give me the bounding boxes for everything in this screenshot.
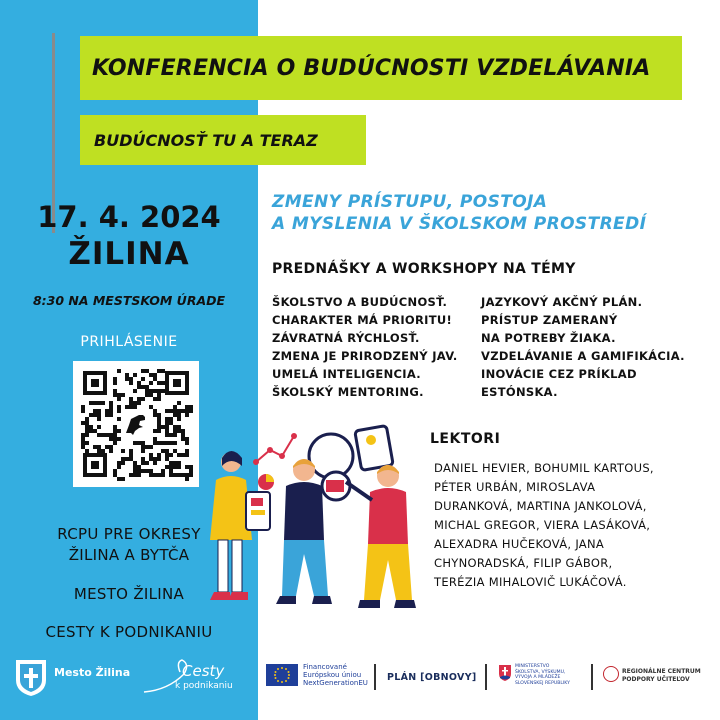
event-time-place: 8:30 NA MESTSKOM ÚRADE	[32, 293, 226, 308]
ministry-text-line: VÝVOJA A MLÁDEŽE	[515, 675, 561, 680]
registration-qr-code[interactable]	[73, 361, 199, 487]
ministry-text-line: MINISTERSTVO	[515, 664, 550, 669]
headline-line-1: ZMENY PRÍSTUPU, POSTOJA	[272, 192, 548, 212]
headline-line-2: A MYSLENIA V ŠKOLSKOM PROSTREDÍ	[272, 214, 647, 234]
rcpu-logo-text	[622, 668, 701, 683]
footer-separator	[374, 664, 376, 690]
rcpu-line-2: ŽILINA A BYTČA	[68, 546, 190, 564]
slovak-crest-icon	[499, 665, 511, 681]
rcpu-logo-icon	[603, 666, 619, 682]
rcpu-text-line: REGIONÁLNE CENTRUM	[622, 668, 701, 675]
mesto-zilina-logo-text: Mesto Žilina	[54, 666, 131, 679]
ministry-logo-text	[515, 664, 570, 686]
lecturers-list	[434, 459, 654, 592]
lecturers-line: ALEXADRA HUČEKOVÁ, JANA	[434, 537, 605, 551]
organizer-cesty: CESTY K PODNIKANIU	[45, 623, 213, 641]
conference-title: KONFERENCIA O BUDÚCNOSTI VZDELÁVANIA	[92, 55, 651, 81]
topic-item: UMELÁ INTELIGENCIA.	[272, 367, 421, 381]
eu-flag-icon	[266, 664, 298, 686]
lecturers-line: DURANKOVÁ, MARTINA JANKOLOVÁ,	[434, 499, 647, 513]
footer-separator	[485, 664, 487, 690]
lecturers-line: TERÉZIA MIHALOVIČ LUKÁČOVÁ.	[434, 575, 627, 589]
conference-subtitle: BUDÚCNOSŤ TU A TERAZ	[94, 130, 318, 150]
organizer-city: MESTO ŽILINA	[73, 585, 185, 603]
eu-text-line: NextGenerationEU	[303, 679, 368, 687]
lecturers-line: PÉTER URBÁN, MIROSLAVA	[434, 480, 596, 494]
registration-label: PRIHLÁSENIE	[80, 334, 178, 350]
rcpu-text-line: PODPORY UČITEĽOV	[622, 675, 690, 683]
eu-funding-text	[303, 663, 368, 687]
title-banner	[80, 36, 682, 100]
event-date: 17. 4. 2024	[37, 200, 221, 234]
plan-obnovy-logo: PLÁN [OBNOVY]	[387, 672, 477, 683]
topic-item: PRÍSTUP ZAMERANÝ	[481, 313, 618, 327]
cesty-logo-text: Cesty	[182, 662, 225, 680]
topic-item: NA POTREBY ŽIAKA.	[481, 331, 616, 345]
eu-text-line: Európskou úniou	[303, 671, 362, 679]
lecturers-line: DANIEL HEVIER, BOHUMIL KARTOUS,	[434, 461, 654, 475]
topic-item: ZÁVRATNÁ RÝCHLOSŤ.	[272, 331, 420, 345]
topic-item: ŠKOLSTVO A BUDÚCNOSŤ.	[272, 295, 448, 309]
lecturers-line: MICHAL GREGOR, VIERA LASÁKOVÁ,	[434, 518, 651, 532]
topic-item: ZMENA JE PRIRODZENÝ JAV.	[272, 349, 458, 363]
event-city: ŽILINA	[68, 236, 190, 272]
topic-item: VZDELÁVANIE A GAMIFIKÁCIA.	[481, 349, 685, 363]
topic-item: ŠKOLSKÝ MENTORING.	[272, 385, 424, 399]
headline	[272, 191, 646, 235]
topic-item: ESTÓNSKA.	[481, 385, 558, 399]
topics-heading: PREDNÁŠKY A WORKSHOPY NA TÉMY	[272, 261, 576, 277]
topics-left-column	[272, 293, 458, 401]
ministry-text-line: SLOVENSKEJ REPUBLIKY	[515, 680, 570, 686]
people-illustration	[196, 420, 432, 620]
qr-pattern	[73, 361, 199, 487]
ministry-text-line: ŠKOLSTVA, VÝSKUMU,	[515, 669, 566, 675]
rcpu-line-1: RCPU PRE OKRESY	[57, 525, 201, 543]
lecturers-line: CHYNORADSKÁ, FILIP GÁBOR,	[434, 556, 613, 570]
eu-text-line: Financované	[303, 663, 347, 671]
topic-item: CHARAKTER MÁ PRIORITU!	[272, 313, 453, 327]
cesty-logo-subtext: k podnikaniu	[175, 681, 233, 691]
footer-separator	[591, 664, 593, 690]
subtitle-banner	[80, 115, 366, 165]
topic-item: JAZYKOVÝ AKČNÝ PLÁN.	[481, 295, 643, 309]
topic-item: INOVÁCIE CEZ PRÍKLAD	[481, 367, 637, 381]
topics-right-column	[481, 293, 685, 401]
mesto-zilina-crest-icon	[14, 658, 48, 698]
lecturers-heading: LEKTORI	[430, 431, 501, 447]
